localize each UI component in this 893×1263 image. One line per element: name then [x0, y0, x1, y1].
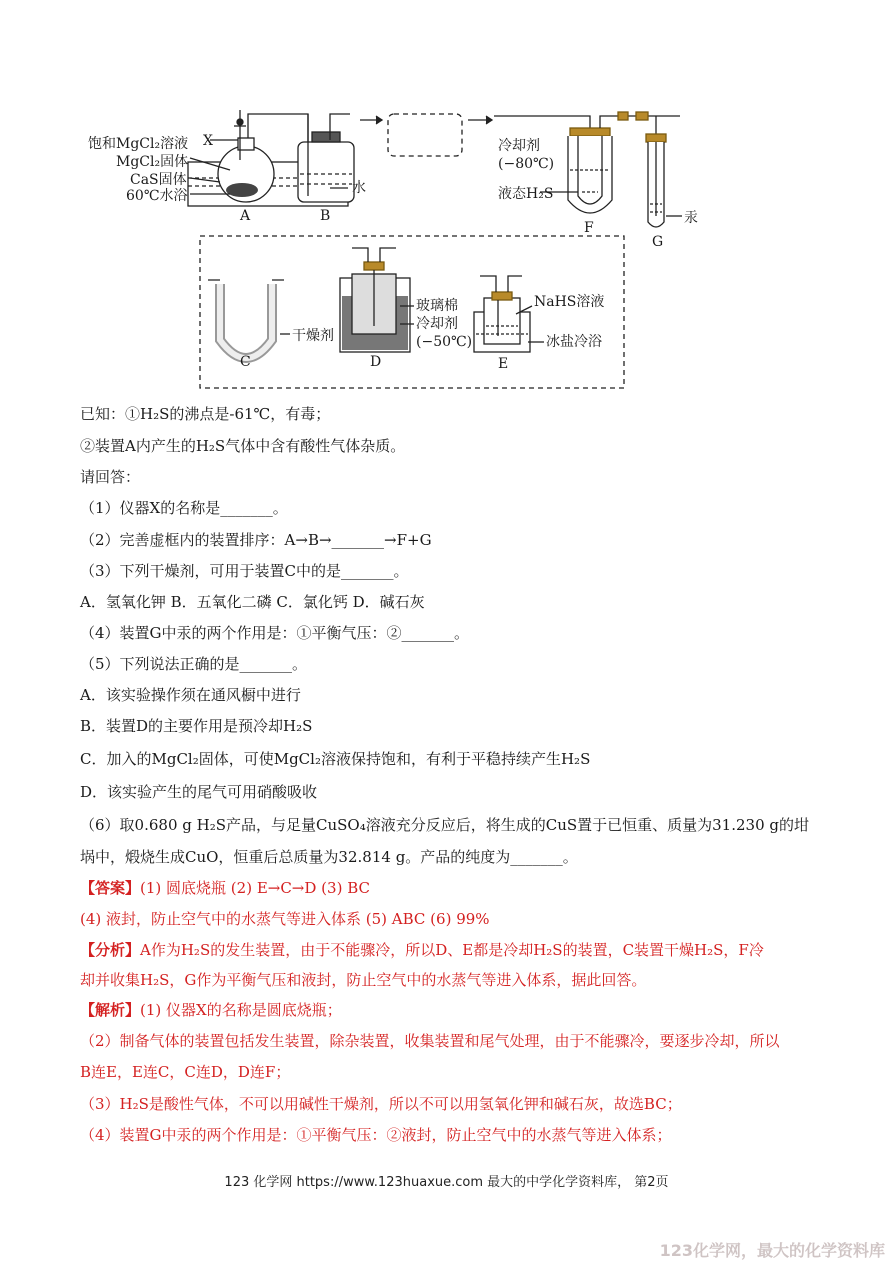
label-cas-solid: CaS固体: [130, 172, 187, 188]
label-c: C: [240, 354, 251, 370]
label-d: D: [370, 354, 382, 370]
question-3: （3）下列干燥剂，可用于装置C中的是_______。: [80, 562, 409, 580]
label-nahs: NaHS溶液: [534, 294, 605, 310]
question-1: （1）仪器X的名称是_______。: [80, 499, 288, 517]
question-4: （4）装置G中汞的两个作用是：①平衡气压：②_______。: [80, 624, 470, 642]
question-6-line1: （6）取0.680 g H₂S产品，与足量CuSO₄溶液充分反应后，将生成的CuS置于已恒重、质量为31.230 g的坩: [80, 816, 809, 834]
dashed-frame: [200, 236, 624, 388]
label-desiccant: 干燥剂: [292, 328, 334, 344]
analysis-line-2: 却并收集H₂S，G作为平衡气压和液封，防止空气中的水蒸气等进入体系，据此回答。: [80, 971, 647, 989]
answer-line-1: [80, 878, 370, 898]
label-mgcl2-solid: MgCl₂固体: [116, 154, 189, 170]
label-water-bath: 60℃水浴: [126, 188, 188, 204]
label-ice-salt: 冰盐冷浴: [546, 334, 602, 350]
dashed-placeholder-box: [388, 114, 462, 156]
label-a: A: [240, 208, 251, 224]
explain-line-5: （4）装置G中汞的两个作用是：①平衡气压：②液封，防止空气中的水蒸气等进入体系；: [80, 1126, 672, 1144]
label-f: F: [584, 220, 594, 236]
question-6-line2: 埚中，煅烧生成CuO，恒重后总质量为32.814 g。产品的纯度为_______。: [80, 848, 578, 866]
label-coolant: 冷却剂: [498, 138, 540, 154]
label-glass-wool: 玻璃棉: [416, 298, 458, 314]
explain-tag: 【解析】: [80, 1001, 141, 1019]
question-2: （2）完善虚框内的装置排序：A→B→_______→F+G: [80, 531, 432, 549]
explain-line-4: （3）H₂S是酸性气体，不可以用碱性干燥剂，所以不可以用氢氧化钾和碱石灰，故选BC；: [80, 1095, 682, 1113]
known-line-2: ②装置A内产生的H₂S气体中含有酸性气体杂质。: [80, 437, 406, 455]
label-e: E: [498, 356, 509, 372]
option-5a: A．该实验操作须在通风橱中进行: [80, 686, 301, 704]
label-sat-solution: 饱和MgCl₂溶液: [88, 136, 189, 152]
analysis-text-1: A作为H₂S的发生装置，由于不能骤冷，所以D、E都是冷却H₂S的装置，C装置干燥H₂S，F冷: [140, 941, 764, 959]
option-5d: D．该实验产生的尾气可用硝酸吸收: [80, 783, 318, 801]
label-g: G: [652, 234, 664, 250]
label-b: B: [320, 208, 331, 224]
option-5c: C．加入的MgCl₂固体，可使MgCl₂溶液保持饱和，有利于平稳持续产生H₂S: [80, 750, 591, 768]
answer-text-1: (1) 圆底烧瓶 (2) E→C→D (3) BC: [140, 879, 370, 897]
answer-line-2: (4) 液封，防止空气中的水蒸气等进入体系 (5) ABC (6) 99%: [80, 910, 490, 928]
please-answer: 请回答：: [80, 468, 141, 486]
apparatus-figure: [70, 100, 710, 392]
label-mercury: 汞: [684, 210, 698, 226]
page-footer: 123 化学网 https://www.123huaxue.com 最大的中学化学资料库， 第2页: [224, 1175, 669, 1190]
explain-text-1: (1) 仪器X的名称是圆底烧瓶；: [140, 1001, 342, 1019]
label-coolant-temp: (−80℃): [498, 156, 555, 172]
explain-line-3: B连E，E连C，C连D，D连F；: [80, 1063, 291, 1081]
bottle-b: [298, 142, 354, 202]
option-5b: B．装置D的主要作用是预冷却H₂S: [80, 717, 313, 735]
analysis-tag: 【分析】: [80, 941, 141, 959]
explain-line-1: [80, 1000, 342, 1020]
label-liquid-h2s: 液态H₂S: [498, 186, 554, 202]
label-x: X: [203, 133, 213, 149]
cold-trap-f: [568, 136, 612, 213]
explain-line-2: （2）制备气体的装置包括发生装置，除杂装置，收集装置和尾气处理，由于不能骤冷，要逐步冷却，所以: [80, 1032, 780, 1050]
label-coolant2: 冷却剂: [416, 316, 458, 332]
label-coolant2-temp: (−50℃): [416, 334, 473, 350]
answer-tag: 【答案】: [80, 879, 141, 897]
known-line-1: 已知：①H₂S的沸点是-61℃，有毒；: [80, 405, 331, 423]
watermark: 123化学网，最大的化学资料库: [659, 1241, 885, 1260]
cas-solid-mark: [226, 183, 258, 197]
question-3-options: A．氢氧化钾 B．五氧化二磷 C．氯化钙 D．碱石灰: [80, 593, 425, 611]
label-water: 水: [352, 180, 366, 196]
analysis-line-1: [80, 940, 764, 960]
question-5: （5）下列说法正确的是_______。: [80, 655, 308, 673]
